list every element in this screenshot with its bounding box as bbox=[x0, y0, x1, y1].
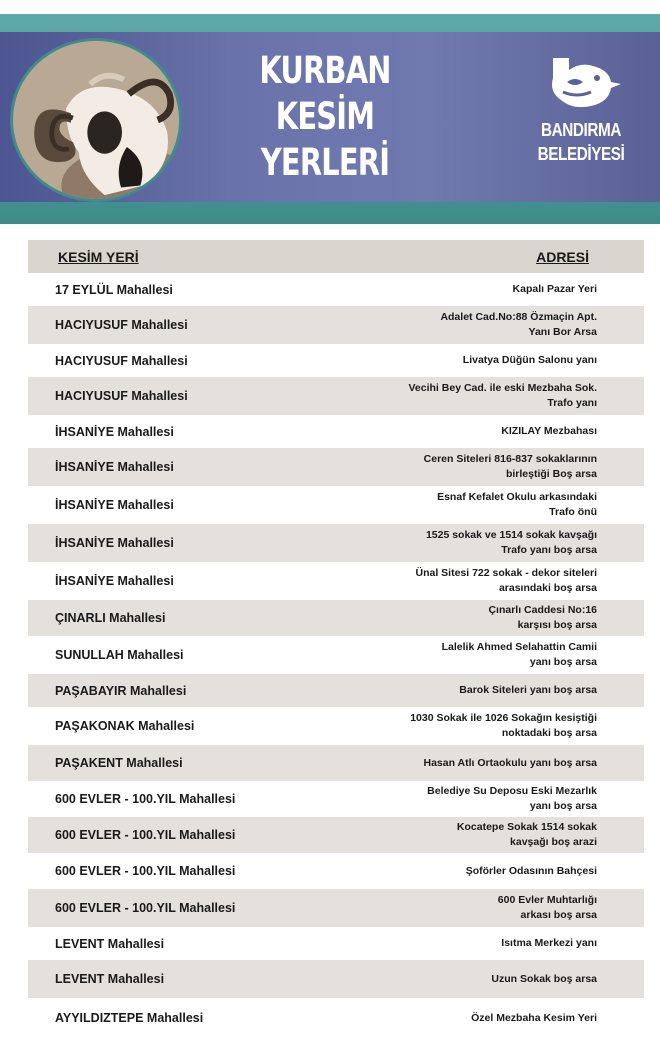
logo-text bbox=[534, 118, 628, 166]
neighborhood-name: HACIYUSUF Mahallesi bbox=[55, 353, 188, 368]
table-row bbox=[28, 707, 644, 745]
address-line-1: Ünal Sitesi 722 sokak - dekor siteleri bbox=[415, 567, 597, 579]
address-line-1: Hasan Atlı Ortaokulu yanı boş arsa bbox=[423, 756, 597, 769]
table-row bbox=[28, 562, 644, 600]
address-line-1: Uzun Sokak boş arsa bbox=[491, 972, 597, 985]
neighborhood-name: 17 EYLÜL Mahallesi bbox=[55, 282, 173, 297]
address bbox=[471, 1011, 597, 1026]
address bbox=[427, 784, 597, 814]
neighborhood-name: PAŞAKONAK Mahallesi bbox=[55, 719, 195, 733]
table-body bbox=[28, 273, 644, 1038]
address-line-1: KIZILAY Mezbahası bbox=[501, 425, 597, 437]
table-row bbox=[28, 273, 644, 306]
address-line-1: Şoförler Odasının Bahçesi bbox=[465, 864, 597, 877]
address-line-1: Adalet Cad.No:88 Özmaçin Apt. bbox=[440, 311, 597, 323]
address bbox=[501, 936, 597, 951]
municipality-logo bbox=[526, 52, 636, 182]
address-line-2: Trafo önü bbox=[549, 506, 597, 518]
address-line-2: yanı boş arsa bbox=[529, 800, 597, 812]
address-line-2: noktadaki boş arsa bbox=[501, 727, 597, 739]
slaughter-locations-table bbox=[28, 240, 644, 1038]
table-row bbox=[28, 636, 644, 674]
address bbox=[501, 424, 597, 439]
address-line-2: kavşağı boş arazi bbox=[510, 836, 597, 848]
address-line-1: Livatya Düğün Salonu yanı bbox=[462, 354, 597, 366]
address bbox=[491, 972, 597, 987]
address bbox=[498, 893, 597, 923]
neighborhood-name: 600 EVLER - 100.YIL Mahallesi bbox=[55, 828, 236, 842]
address-line-1: Vecihi Bey Cad. ile eski Mezbaha Sok. bbox=[408, 382, 597, 394]
neighborhood-name: PAŞABAYIR Mahallesi bbox=[55, 683, 187, 698]
table-row bbox=[28, 817, 644, 853]
neighborhood-name: PAŞAKENT Mahallesi bbox=[55, 756, 183, 770]
top-strip bbox=[0, 0, 660, 14]
table-row bbox=[28, 344, 644, 377]
address-line-1: 1525 sokak ve 1514 sokak kavşağı bbox=[425, 529, 597, 541]
address-line-1: Kocatepe Sokak 1514 sokak bbox=[456, 821, 597, 833]
column-header-address: ADRESİ bbox=[536, 248, 589, 265]
table-row bbox=[28, 745, 644, 781]
table-row bbox=[28, 600, 644, 636]
address-line-1: Kapalı Pazar Yeri bbox=[512, 283, 597, 295]
ram-photo bbox=[10, 38, 182, 202]
address-line-1: Ceren Siteleri 816-837 sokaklarının bbox=[423, 453, 597, 465]
address-line-1: Lalelik Ahmed Selahattin Camii bbox=[441, 641, 597, 653]
address bbox=[463, 353, 597, 368]
table-header bbox=[28, 240, 644, 273]
address bbox=[466, 864, 597, 879]
address bbox=[424, 452, 597, 482]
table-row bbox=[28, 889, 644, 927]
address-line-2: yanı boş arsa bbox=[529, 656, 597, 668]
neighborhood-name: 600 EVLER - 100.YIL Mahallesi bbox=[55, 792, 236, 806]
address-line-2: karşısı boş arsa bbox=[517, 619, 597, 631]
table-row bbox=[28, 524, 644, 562]
neighborhood-name: 600 EVLER - 100.YIL Mahallesi bbox=[55, 901, 236, 915]
address bbox=[437, 490, 597, 520]
address bbox=[488, 603, 597, 633]
address-line-2: birleştiği Boş arsa bbox=[505, 468, 597, 480]
neighborhood-name: İHSANİYE Mahallesi bbox=[55, 536, 174, 550]
address-line-1: 600 Evler Muhtarlığı bbox=[497, 894, 597, 906]
table-row bbox=[28, 927, 644, 960]
logo-line-2: BELEDİYESİ bbox=[537, 144, 625, 164]
neighborhood-name: SUNULLAH Mahallesi bbox=[55, 648, 184, 662]
neighborhood-name: İHSANİYE Mahallesi bbox=[55, 460, 174, 474]
bird-logo-icon bbox=[539, 52, 623, 110]
neighborhood-name: İHSANİYE Mahallesi bbox=[55, 498, 174, 512]
title-line-2: KESİM bbox=[275, 95, 375, 138]
address bbox=[442, 640, 597, 670]
address bbox=[459, 683, 597, 698]
neighborhood-name: LEVENT Mahallesi bbox=[55, 972, 165, 986]
neighborhood-name: 600 EVLER - 100.YIL Mahallesi bbox=[55, 864, 236, 878]
address bbox=[426, 528, 597, 558]
title-line-1: KURBAN bbox=[259, 49, 391, 92]
table-row bbox=[28, 306, 644, 344]
address-line-1: Belediye Su Deposu Eski Mezarlık bbox=[427, 785, 597, 797]
address bbox=[440, 310, 597, 340]
address bbox=[513, 282, 597, 297]
title-line-3: YERLERİ bbox=[260, 141, 390, 184]
neighborhood-name: AYYILDIZTEPE Mahallesi bbox=[55, 1011, 204, 1025]
column-header-location: KESİM YERİ bbox=[58, 248, 139, 265]
address-line-2: arkası boş arsa bbox=[520, 909, 597, 921]
ram-illustration bbox=[13, 41, 179, 199]
neighborhood-name: İHSANİYE Mahallesi bbox=[55, 574, 174, 588]
address-line-2: arasındaki boş arsa bbox=[498, 582, 597, 594]
address-line-1: Esnaf Kefalet Okulu arkasındaki bbox=[437, 491, 597, 503]
table-row bbox=[28, 415, 644, 448]
address-line-2: Trafo yanı boş arsa bbox=[501, 544, 597, 556]
address bbox=[410, 711, 597, 741]
table-row bbox=[28, 674, 644, 707]
address bbox=[409, 381, 598, 411]
address bbox=[424, 756, 598, 771]
address-line-2: Yanı Bor Arsa bbox=[528, 326, 597, 338]
page-title bbox=[235, 48, 414, 186]
neighborhood-name: LEVENT Mahallesi bbox=[55, 936, 165, 951]
address bbox=[415, 566, 597, 596]
address bbox=[457, 820, 597, 850]
address-line-1: Çınarlı Caddesi No:16 bbox=[488, 604, 597, 616]
address-line-2: Trafo yanı bbox=[547, 397, 597, 409]
neighborhood-name: HACIYUSUF Mahallesi bbox=[55, 389, 188, 403]
table-row bbox=[28, 960, 644, 998]
logo-line-1: BANDIRMA bbox=[541, 120, 621, 140]
address-line-1: Özel Mezbaha Kesim Yeri bbox=[471, 1011, 597, 1024]
neighborhood-name: İHSANİYE Mahallesi bbox=[55, 424, 174, 439]
table-row bbox=[28, 448, 644, 486]
neighborhood-name: HACIYUSUF Mahallesi bbox=[55, 318, 188, 332]
table-row bbox=[28, 853, 644, 889]
address-line-1: 1030 Sokak ile 1026 Sokağın kesiştiği bbox=[410, 712, 597, 724]
address-line-1: Isıtma Merkezi yanı bbox=[501, 937, 597, 949]
neighborhood-name: ÇINARLI Mahallesi bbox=[55, 611, 166, 625]
table-row bbox=[28, 486, 644, 524]
table-row bbox=[28, 377, 644, 415]
table-row bbox=[28, 781, 644, 817]
address-line-1: Barok Siteleri yanı boş arsa bbox=[459, 684, 597, 696]
table-row bbox=[28, 998, 644, 1038]
